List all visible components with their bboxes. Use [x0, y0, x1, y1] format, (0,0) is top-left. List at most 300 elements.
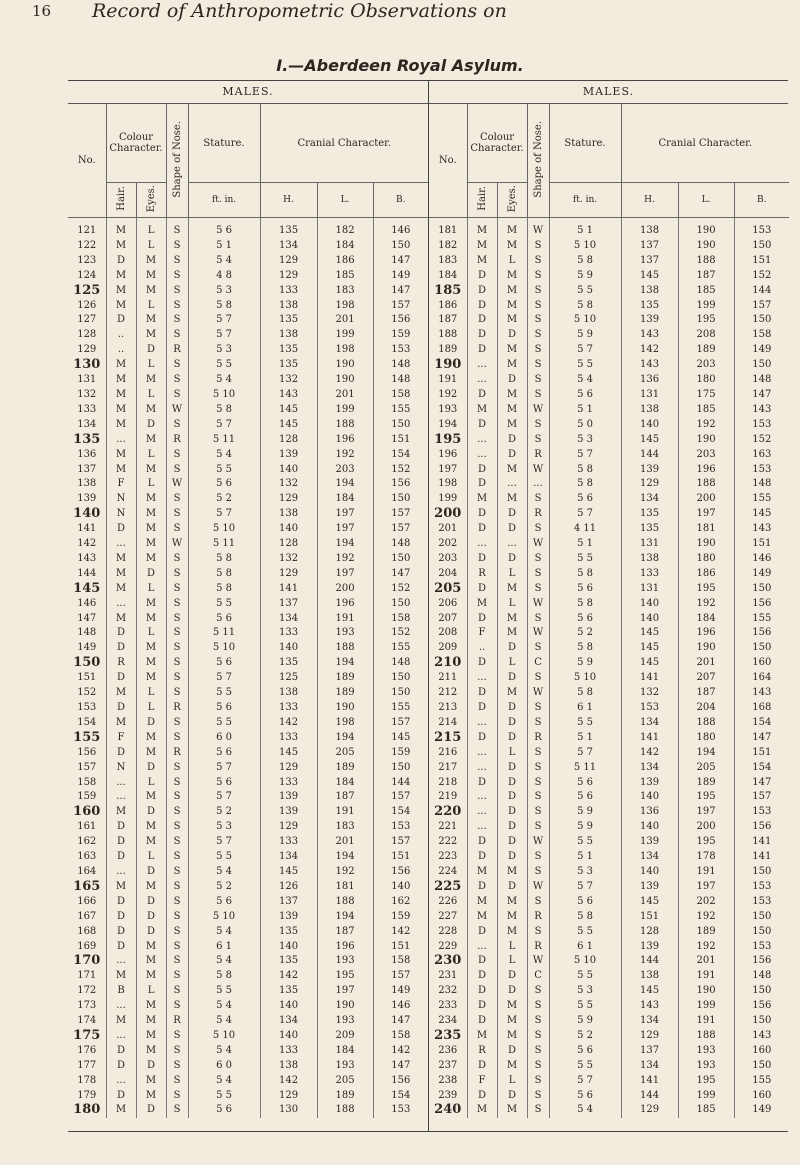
eyes-cell: M: [497, 1029, 527, 1044]
stature-cell: 5 11: [188, 626, 260, 641]
nose-cell: S: [166, 954, 188, 969]
no-cell: 143: [68, 552, 106, 567]
nose-cell: S: [166, 865, 188, 880]
h-cell: 138: [621, 218, 678, 239]
table-row: [429, 776, 789, 791]
hair-cell: M: [106, 448, 136, 463]
h-cell: 142: [260, 1074, 317, 1089]
no-cell: 239: [429, 1089, 467, 1104]
b-cell: 148: [391, 359, 411, 371]
b-cell: 155: [752, 1074, 772, 1086]
l-cell: 201: [317, 313, 373, 328]
no-cell: 230: [429, 954, 467, 969]
stature-cell: 5 6: [549, 612, 621, 627]
hair-cell: ...: [106, 537, 136, 552]
hair-cell: D: [467, 313, 497, 328]
h-cell: 125: [260, 671, 317, 686]
l-cell: 180: [678, 373, 734, 388]
right-table-body: [429, 218, 789, 1119]
eyes-cell: L: [497, 1074, 527, 1089]
h-cell: 126: [260, 880, 317, 895]
l-cell: 182: [317, 218, 373, 239]
l-cell: 201: [678, 656, 734, 671]
eyes-cell: L: [136, 388, 166, 403]
nose-cell: W: [166, 537, 188, 552]
table-row: [68, 567, 428, 582]
nose-cell: S: [166, 895, 188, 910]
stature-cell: 5 3: [188, 343, 260, 358]
table-row: [68, 1089, 428, 1104]
table-row: [429, 701, 789, 716]
hair-cell: F: [106, 731, 136, 746]
table-row: [429, 269, 789, 284]
l-cell: 190: [678, 239, 734, 254]
table-row: [68, 343, 428, 358]
table-row: [68, 656, 428, 671]
b-cell: 153: [752, 940, 772, 952]
b-cell: 150: [752, 359, 772, 371]
stature-cell: 5 8: [549, 910, 621, 925]
stature-cell: 5 1: [549, 218, 621, 239]
hair-cell: F: [467, 626, 497, 641]
hair-cell: M: [106, 388, 136, 403]
b-cell: 156: [752, 1000, 772, 1012]
h-cell: 140: [260, 940, 317, 955]
table-row: [68, 895, 428, 910]
eyes-cell: M: [497, 686, 527, 701]
stature-cell: 5 7: [188, 313, 260, 328]
stature-cell: 5 5: [549, 716, 621, 731]
h-cell: 129: [621, 1029, 678, 1044]
stature-cell: 5 6: [549, 492, 621, 507]
h-cell: 139: [260, 910, 317, 925]
eyes-cell: D: [136, 716, 166, 731]
eyes-cell: M: [136, 880, 166, 895]
hair-cell: N: [106, 507, 136, 522]
l-cell: 192: [317, 865, 373, 880]
table-row: [429, 299, 789, 314]
no-cell: 152: [68, 686, 106, 701]
h-cell: 138: [621, 403, 678, 418]
eyes-cell: L: [497, 940, 527, 955]
nose-cell: S: [166, 463, 188, 478]
h-cell: 140: [621, 612, 678, 627]
h-cell: 140: [260, 1029, 317, 1044]
stature-cell: 5 6: [188, 746, 260, 761]
h-cell: 134: [621, 1059, 678, 1074]
nose-cell: S: [166, 716, 188, 731]
eyes-cell: D: [497, 805, 527, 820]
table-row: [68, 746, 428, 761]
h-cell: 143: [260, 388, 317, 403]
table-row: [429, 999, 789, 1014]
eyes-cell: D: [497, 850, 527, 865]
stature-header: Stature.: [188, 104, 260, 183]
no-cell: 146: [68, 597, 106, 612]
eyes-cell: D: [136, 895, 166, 910]
h-cell: 141: [621, 1074, 678, 1089]
l-cell: 197: [317, 507, 373, 522]
stature-cell: 5 7: [549, 1074, 621, 1089]
b-cell: 150: [752, 925, 772, 937]
h-cell: 134: [621, 1014, 678, 1029]
table-row: [68, 1059, 428, 1074]
no-cell: 190: [429, 358, 467, 373]
hair-cell: D: [467, 1089, 497, 1104]
b-cell: 151: [391, 851, 411, 863]
l-cell: 190: [678, 984, 734, 999]
h-cell: 131: [621, 582, 678, 597]
stature-cell: 5 3: [549, 865, 621, 880]
b-cell: 150: [391, 552, 411, 564]
nose-cell: S: [166, 820, 188, 835]
hair-cell: M: [106, 418, 136, 433]
table-row: [429, 358, 789, 373]
b-cell: 150: [752, 239, 772, 251]
nose-cell: W: [527, 835, 549, 850]
right-table-half: [428, 81, 788, 1131]
eyes-cell: L: [136, 477, 166, 492]
nose-cell: S: [527, 552, 549, 567]
l-cell: 192: [678, 910, 734, 925]
no-cell: 181: [429, 218, 467, 239]
l-cell: 194: [317, 537, 373, 552]
l-cell: 190: [317, 701, 373, 716]
stature-cell: 5 6: [188, 218, 260, 239]
eyes-cell: D: [136, 910, 166, 925]
hair-cell: M: [106, 358, 136, 373]
b-cell: 157: [752, 791, 772, 803]
table-row: [429, 328, 789, 343]
table-row: [68, 790, 428, 805]
h-cell: 133: [260, 776, 317, 791]
eyes-cell: M: [136, 940, 166, 955]
hair-cell: D: [106, 1059, 136, 1074]
table-row: [68, 1014, 428, 1029]
eyes-header-label: Eyes.: [145, 184, 157, 213]
h-cell: 133: [260, 626, 317, 641]
b-cell: 150: [752, 1015, 772, 1027]
nose-cell: S: [527, 567, 549, 582]
b-cell: 158: [391, 388, 411, 400]
l-cell: 195: [678, 582, 734, 597]
table-row: [68, 582, 428, 597]
hair-cell: M: [467, 239, 497, 254]
hair-cell: D: [106, 1044, 136, 1059]
l-cell: 208: [678, 328, 734, 343]
l-cell: 189: [317, 671, 373, 686]
stature-cell: 5 5: [188, 358, 260, 373]
b-cell: 147: [752, 776, 772, 788]
h-cell: 143: [621, 999, 678, 1014]
l-cell: 209: [317, 1029, 373, 1044]
eyes-cell: M: [497, 313, 527, 328]
no-cell: 200: [429, 507, 467, 522]
eyes-cell: L: [497, 954, 527, 969]
stature-cell: 5 10: [188, 641, 260, 656]
eyes-cell: L: [497, 597, 527, 612]
hair-cell: M: [106, 969, 136, 984]
h-cell: 138: [621, 284, 678, 299]
stature-cell: 5 4: [188, 925, 260, 940]
hair-cell: D: [467, 1014, 497, 1029]
table-row: [68, 999, 428, 1014]
l-cell: 192: [678, 940, 734, 955]
no-cell: 132: [68, 388, 106, 403]
l-cell: 190: [317, 999, 373, 1014]
h-cell: 139: [260, 790, 317, 805]
eyes-cell: M: [136, 492, 166, 507]
l-cell: 185: [317, 269, 373, 284]
hair-cell: M: [467, 254, 497, 269]
no-cell: 148: [68, 626, 106, 641]
table-row: [68, 522, 428, 537]
b-cell: 150: [391, 672, 411, 684]
nose-cell: S: [166, 776, 188, 791]
b-cell: 153: [391, 821, 411, 833]
h-cell: 140: [260, 641, 317, 656]
l-cell: 201: [678, 954, 734, 969]
nose-cell: S: [166, 269, 188, 284]
table-row: [68, 865, 428, 880]
l-cell: 187: [317, 790, 373, 805]
table-row: [429, 925, 789, 940]
no-cell: 144: [68, 567, 106, 582]
b-cell: 151: [752, 538, 772, 550]
b-cell: 149: [752, 567, 772, 579]
table-row: [68, 254, 428, 269]
table-row: [68, 299, 428, 314]
no-cell: 157: [68, 761, 106, 776]
nose-cell: S: [527, 820, 549, 835]
b-cell: 158: [752, 329, 772, 341]
h-cell: 144: [621, 954, 678, 969]
nose-cell: R: [527, 910, 549, 925]
b-cell: 141: [752, 851, 772, 863]
nose-cell: S: [527, 1014, 549, 1029]
b-cell: 149: [752, 344, 772, 356]
hair-cell: D: [467, 552, 497, 567]
nose-cell: S: [166, 582, 188, 597]
stature-cell: 5 4: [188, 1044, 260, 1059]
b-cell: 153: [752, 895, 772, 907]
nose-cell: R: [166, 701, 188, 716]
hair-cell: M: [106, 582, 136, 597]
table-row: [68, 403, 428, 418]
nose-cell: W: [527, 537, 549, 552]
h-cell: 139: [621, 940, 678, 955]
h-cell: 145: [260, 403, 317, 418]
ftin-header: ft. in.: [188, 183, 260, 218]
nose-cell: S: [527, 850, 549, 865]
stature-cell: 5 9: [549, 269, 621, 284]
hair-cell: D: [467, 477, 497, 492]
hair-cell: D: [467, 880, 497, 895]
l-cell: 199: [317, 328, 373, 343]
stature-cell: 5 6: [188, 1103, 260, 1118]
no-cell: 160: [68, 805, 106, 820]
b-cell: 155: [391, 403, 411, 415]
b-cell: 153: [752, 463, 772, 475]
b-cell: 148: [391, 657, 411, 669]
stature-cell: 5 3: [188, 284, 260, 299]
h-cell: 129: [621, 477, 678, 492]
table-row: [68, 218, 428, 239]
stature-cell: 5 7: [549, 746, 621, 761]
nose-cell: S: [166, 1103, 188, 1118]
h-cell: 142: [621, 746, 678, 761]
nose-cell: S: [527, 865, 549, 880]
eyes-cell: M: [497, 284, 527, 299]
table-row: [68, 731, 428, 746]
stature-cell: 5 10: [188, 1029, 260, 1044]
h-cell: 141: [621, 731, 678, 746]
hair-cell: M: [106, 1103, 136, 1118]
stature-cell: 5 8: [188, 582, 260, 597]
eyes-cell: M: [136, 656, 166, 671]
stature-cell: 5 5: [188, 984, 260, 999]
nose-cell: S: [527, 716, 549, 731]
no-cell: 204: [429, 567, 467, 582]
eyes-cell: D: [497, 641, 527, 656]
h-cell: 128: [621, 925, 678, 940]
h-cell: 140: [621, 418, 678, 433]
eyes-cell: D: [497, 373, 527, 388]
ftin-header: ft. in.: [549, 183, 621, 218]
h-cell: 139: [621, 313, 678, 328]
nose-cell: W: [527, 463, 549, 478]
eyes-cell: M: [136, 507, 166, 522]
eyes-cell: M: [136, 790, 166, 805]
stature-cell: 5 4: [188, 1074, 260, 1089]
h-cell: 129: [621, 1103, 678, 1118]
table-row: [429, 940, 789, 955]
nose-cell: S: [166, 218, 188, 239]
stature-cell: 5 5: [188, 597, 260, 612]
nose-cell: S: [527, 761, 549, 776]
h-cell: 139: [260, 448, 317, 463]
hair-cell: F: [106, 477, 136, 492]
hair-cell: D: [467, 731, 497, 746]
h-cell: 135: [260, 984, 317, 999]
table-row: [429, 731, 789, 746]
eyes-cell: L: [136, 448, 166, 463]
eyes-cell: L: [497, 656, 527, 671]
b-cell: 152: [391, 627, 411, 639]
h-cell: 143: [621, 358, 678, 373]
nose-cell: S: [166, 388, 188, 403]
eyes-cell: L: [136, 358, 166, 373]
h-cell: 132: [260, 477, 317, 492]
l-cell: 194: [317, 731, 373, 746]
nose-cell: S: [166, 567, 188, 582]
table-row: [429, 388, 789, 403]
eyes-cell: M: [136, 1014, 166, 1029]
stature-cell: 5 5: [549, 835, 621, 850]
h-cell: 139: [621, 880, 678, 895]
hair-cell: D: [467, 582, 497, 597]
eyes-cell: M: [136, 746, 166, 761]
table-row: [429, 463, 789, 478]
hair-cell: M: [106, 686, 136, 701]
h-cell: 140: [621, 865, 678, 880]
h-cell: 135: [260, 358, 317, 373]
eyes-cell: M: [136, 433, 166, 448]
nose-cell: S: [166, 656, 188, 671]
nose-cell: S: [166, 418, 188, 433]
nose-cell: S: [166, 925, 188, 940]
no-cell: 236: [429, 1044, 467, 1059]
nose-cell: W: [527, 626, 549, 641]
eyes-header: [497, 183, 527, 218]
no-cell: 166: [68, 895, 106, 910]
table-row: [68, 313, 428, 328]
eyes-cell: M: [136, 820, 166, 835]
b-cell: 153: [752, 418, 772, 430]
eyes-cell: L: [136, 686, 166, 701]
l-cell: 190: [678, 433, 734, 448]
stature-cell: 5 9: [549, 656, 621, 671]
hair-cell: M: [106, 284, 136, 299]
h-cell: 138: [621, 969, 678, 984]
no-cell: 203: [429, 552, 467, 567]
h-cell: 138: [260, 507, 317, 522]
hair-cell: ..: [106, 343, 136, 358]
hair-cell: D: [467, 284, 497, 299]
l-cell: 199: [678, 999, 734, 1014]
nose-cell: S: [527, 805, 549, 820]
l-cell: 188: [678, 716, 734, 731]
no-cell: 182: [429, 239, 467, 254]
h-cell: 142: [260, 716, 317, 731]
l-cell: 194: [317, 910, 373, 925]
stature-cell: 5 2: [549, 1029, 621, 1044]
hair-cell: D: [106, 671, 136, 686]
b-cell: 150: [391, 418, 411, 430]
eyes-cell: D: [497, 716, 527, 731]
stature-cell: 5 4: [188, 254, 260, 269]
nose-cell: S: [166, 626, 188, 641]
h-cell: 132: [621, 686, 678, 701]
no-cell: 198: [429, 477, 467, 492]
hair-cell: D: [467, 686, 497, 701]
no-cell: 124: [68, 269, 106, 284]
nose-cell: S: [166, 373, 188, 388]
no-cell: 161: [68, 820, 106, 835]
h-cell: 129: [260, 269, 317, 284]
nose-cell: S: [527, 358, 549, 373]
table-row: [68, 850, 428, 865]
stature-cell: 5 6: [549, 1044, 621, 1059]
eyes-cell: D: [136, 1103, 166, 1118]
l-cell: 205: [317, 1074, 373, 1089]
h-cell: 131: [621, 388, 678, 403]
eyes-cell: M: [497, 895, 527, 910]
eyes-cell: D: [497, 776, 527, 791]
b-cell: 158: [391, 612, 411, 624]
stature-cell: 5 11: [188, 433, 260, 448]
no-cell: 136: [68, 448, 106, 463]
b-cell: 150: [752, 582, 772, 594]
l-cell: 185: [678, 284, 734, 299]
table-row: [68, 940, 428, 955]
nose-cell: S: [166, 984, 188, 999]
h-cell: 137: [621, 1044, 678, 1059]
l-cell: 188: [678, 1029, 734, 1044]
no-cell: 192: [429, 388, 467, 403]
table-row: [429, 403, 789, 418]
no-cell: 156: [68, 746, 106, 761]
